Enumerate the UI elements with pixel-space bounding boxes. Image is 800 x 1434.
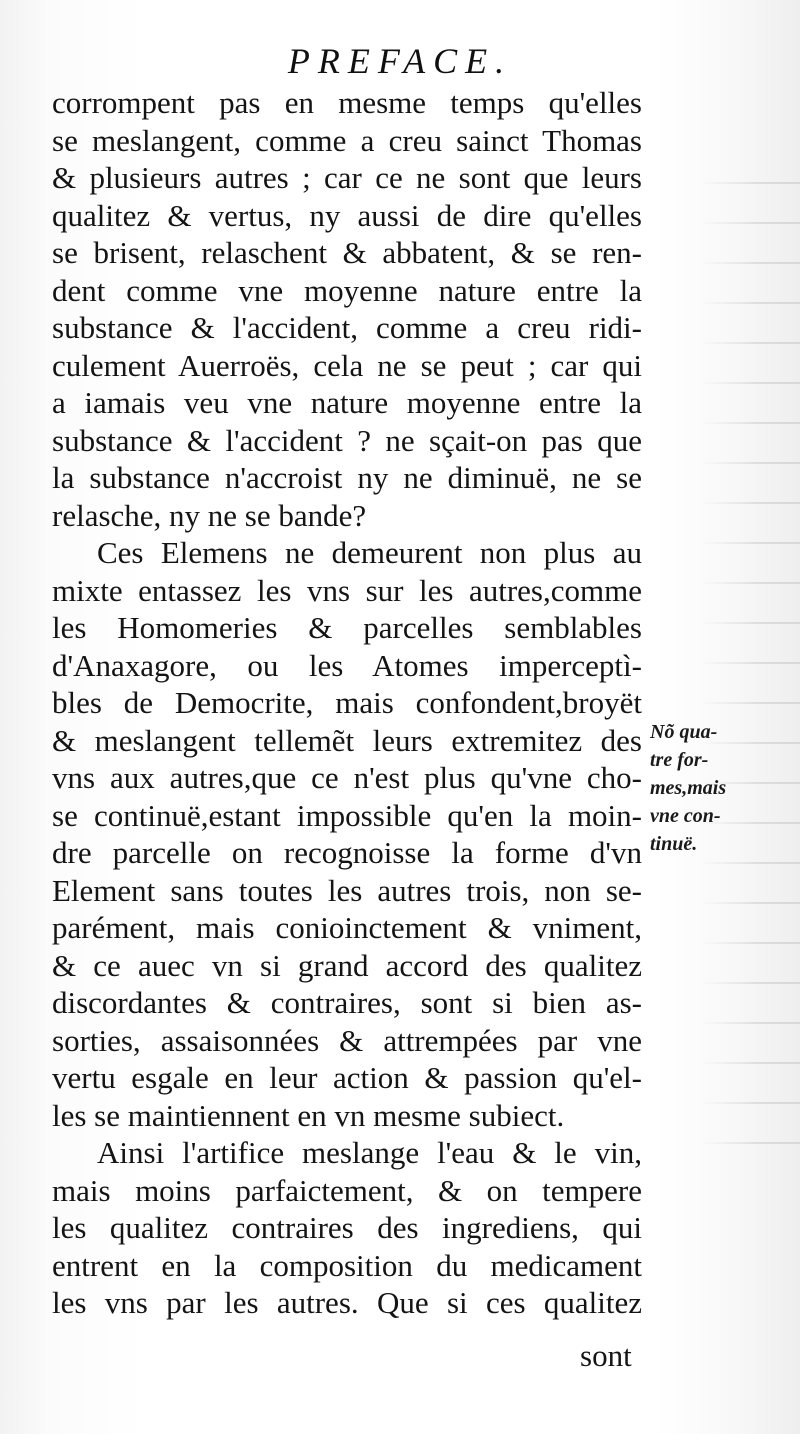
text-line: se brisent, relaschent & abbatent, & se ren-: [52, 235, 642, 270]
text-line: qualitez & vertus, ny aussi de dire qu'elles: [52, 197, 642, 233]
text-line: & ce auec vn si grand accord des qualitez: [52, 947, 642, 983]
marginal-note-line: Nõ qua-: [650, 721, 718, 743]
text-line: les qualitez contraires des ingrediens, qui: [52, 1210, 642, 1245]
text-line: d'Anaxagore, ou les Atomes imperceptì-: [52, 647, 642, 683]
text-line: a iamais veu vne nature moyenne entre la: [52, 385, 642, 420]
text-line: mais moins parfaictement, & on tempere: [52, 1172, 642, 1208]
text-line: mixte entassez les vns sur les autres,comme: [52, 572, 642, 608]
paragraph-end-line: les se maintiennent en vn mesme subiect.: [52, 1097, 565, 1133]
marginal-note-line: vne con-: [650, 805, 721, 827]
text-line: la substance n'accroist ny ne diminuë, ne se: [52, 460, 642, 495]
text-line: corrompent pas en mesme temps qu'elles: [52, 85, 642, 120]
body-text: [52, 84, 642, 1322]
text-line: culement Auerroës, cela ne se peut ; car qui: [52, 347, 642, 383]
text-line: parément, mais conioinctement & vniment,: [52, 910, 642, 945]
text-line: & meslangent tellemẽt leurs extremitez des: [52, 722, 642, 758]
marginal-note-line: tre for-: [650, 749, 709, 771]
show-through-texture: [700, 160, 800, 1160]
marginal-note-line: mes,mais: [650, 777, 727, 799]
paragraph-end-line: relasche, ny ne se bande?: [52, 497, 367, 533]
text-line: Element sans toutes les autres trois, non se-: [52, 872, 642, 908]
marginal-note-line: tinuë.: [650, 833, 698, 855]
text-line: bles de Democrite, mais confondent,broyët: [52, 685, 642, 720]
text-line: dent comme vne moyenne nature entre la: [52, 272, 642, 308]
marginal-note: [650, 718, 790, 858]
text-line: se meslangent, comme a creu sainct Thomas: [52, 122, 642, 158]
text-line: vertu esgale en leur action & passion qu'el-: [52, 1060, 642, 1095]
text-line: dre parcelle on recognoisse la forme d'vn: [52, 835, 642, 870]
text-line: substance & l'accident, comme a creu ridi-: [52, 310, 642, 345]
text-line: vns aux autres,que ce n'est plus qu'vne cho-: [52, 760, 642, 795]
running-title: PREFACE.: [287, 41, 513, 81]
text-line: les vns par les autres. Que si ces qualitez: [52, 1285, 642, 1320]
text-line: sorties, assaisonnées & attrempées par vne: [52, 1022, 642, 1058]
text-line: les Homomeries & parcelles semblables: [52, 610, 642, 645]
text-line: & plusieurs autres ; car ce ne sont que leurs: [52, 160, 642, 195]
text-line: entrent en la composition du medicament: [52, 1247, 642, 1283]
text-line: discordantes & contraires, sont si bien as-: [52, 985, 642, 1020]
paragraph-start-line: Ainsi l'artifice meslange l'eau & le vin,: [97, 1135, 642, 1170]
paragraph-start-line: Ces Elemens ne demeurent non plus au: [97, 535, 642, 570]
text-line: se continuë,estant impossible qu'en la moin-: [52, 797, 642, 833]
text-line: substance & l'accident ? ne sçait-on pas que: [52, 422, 642, 458]
catchword: sont: [580, 1338, 632, 1373]
